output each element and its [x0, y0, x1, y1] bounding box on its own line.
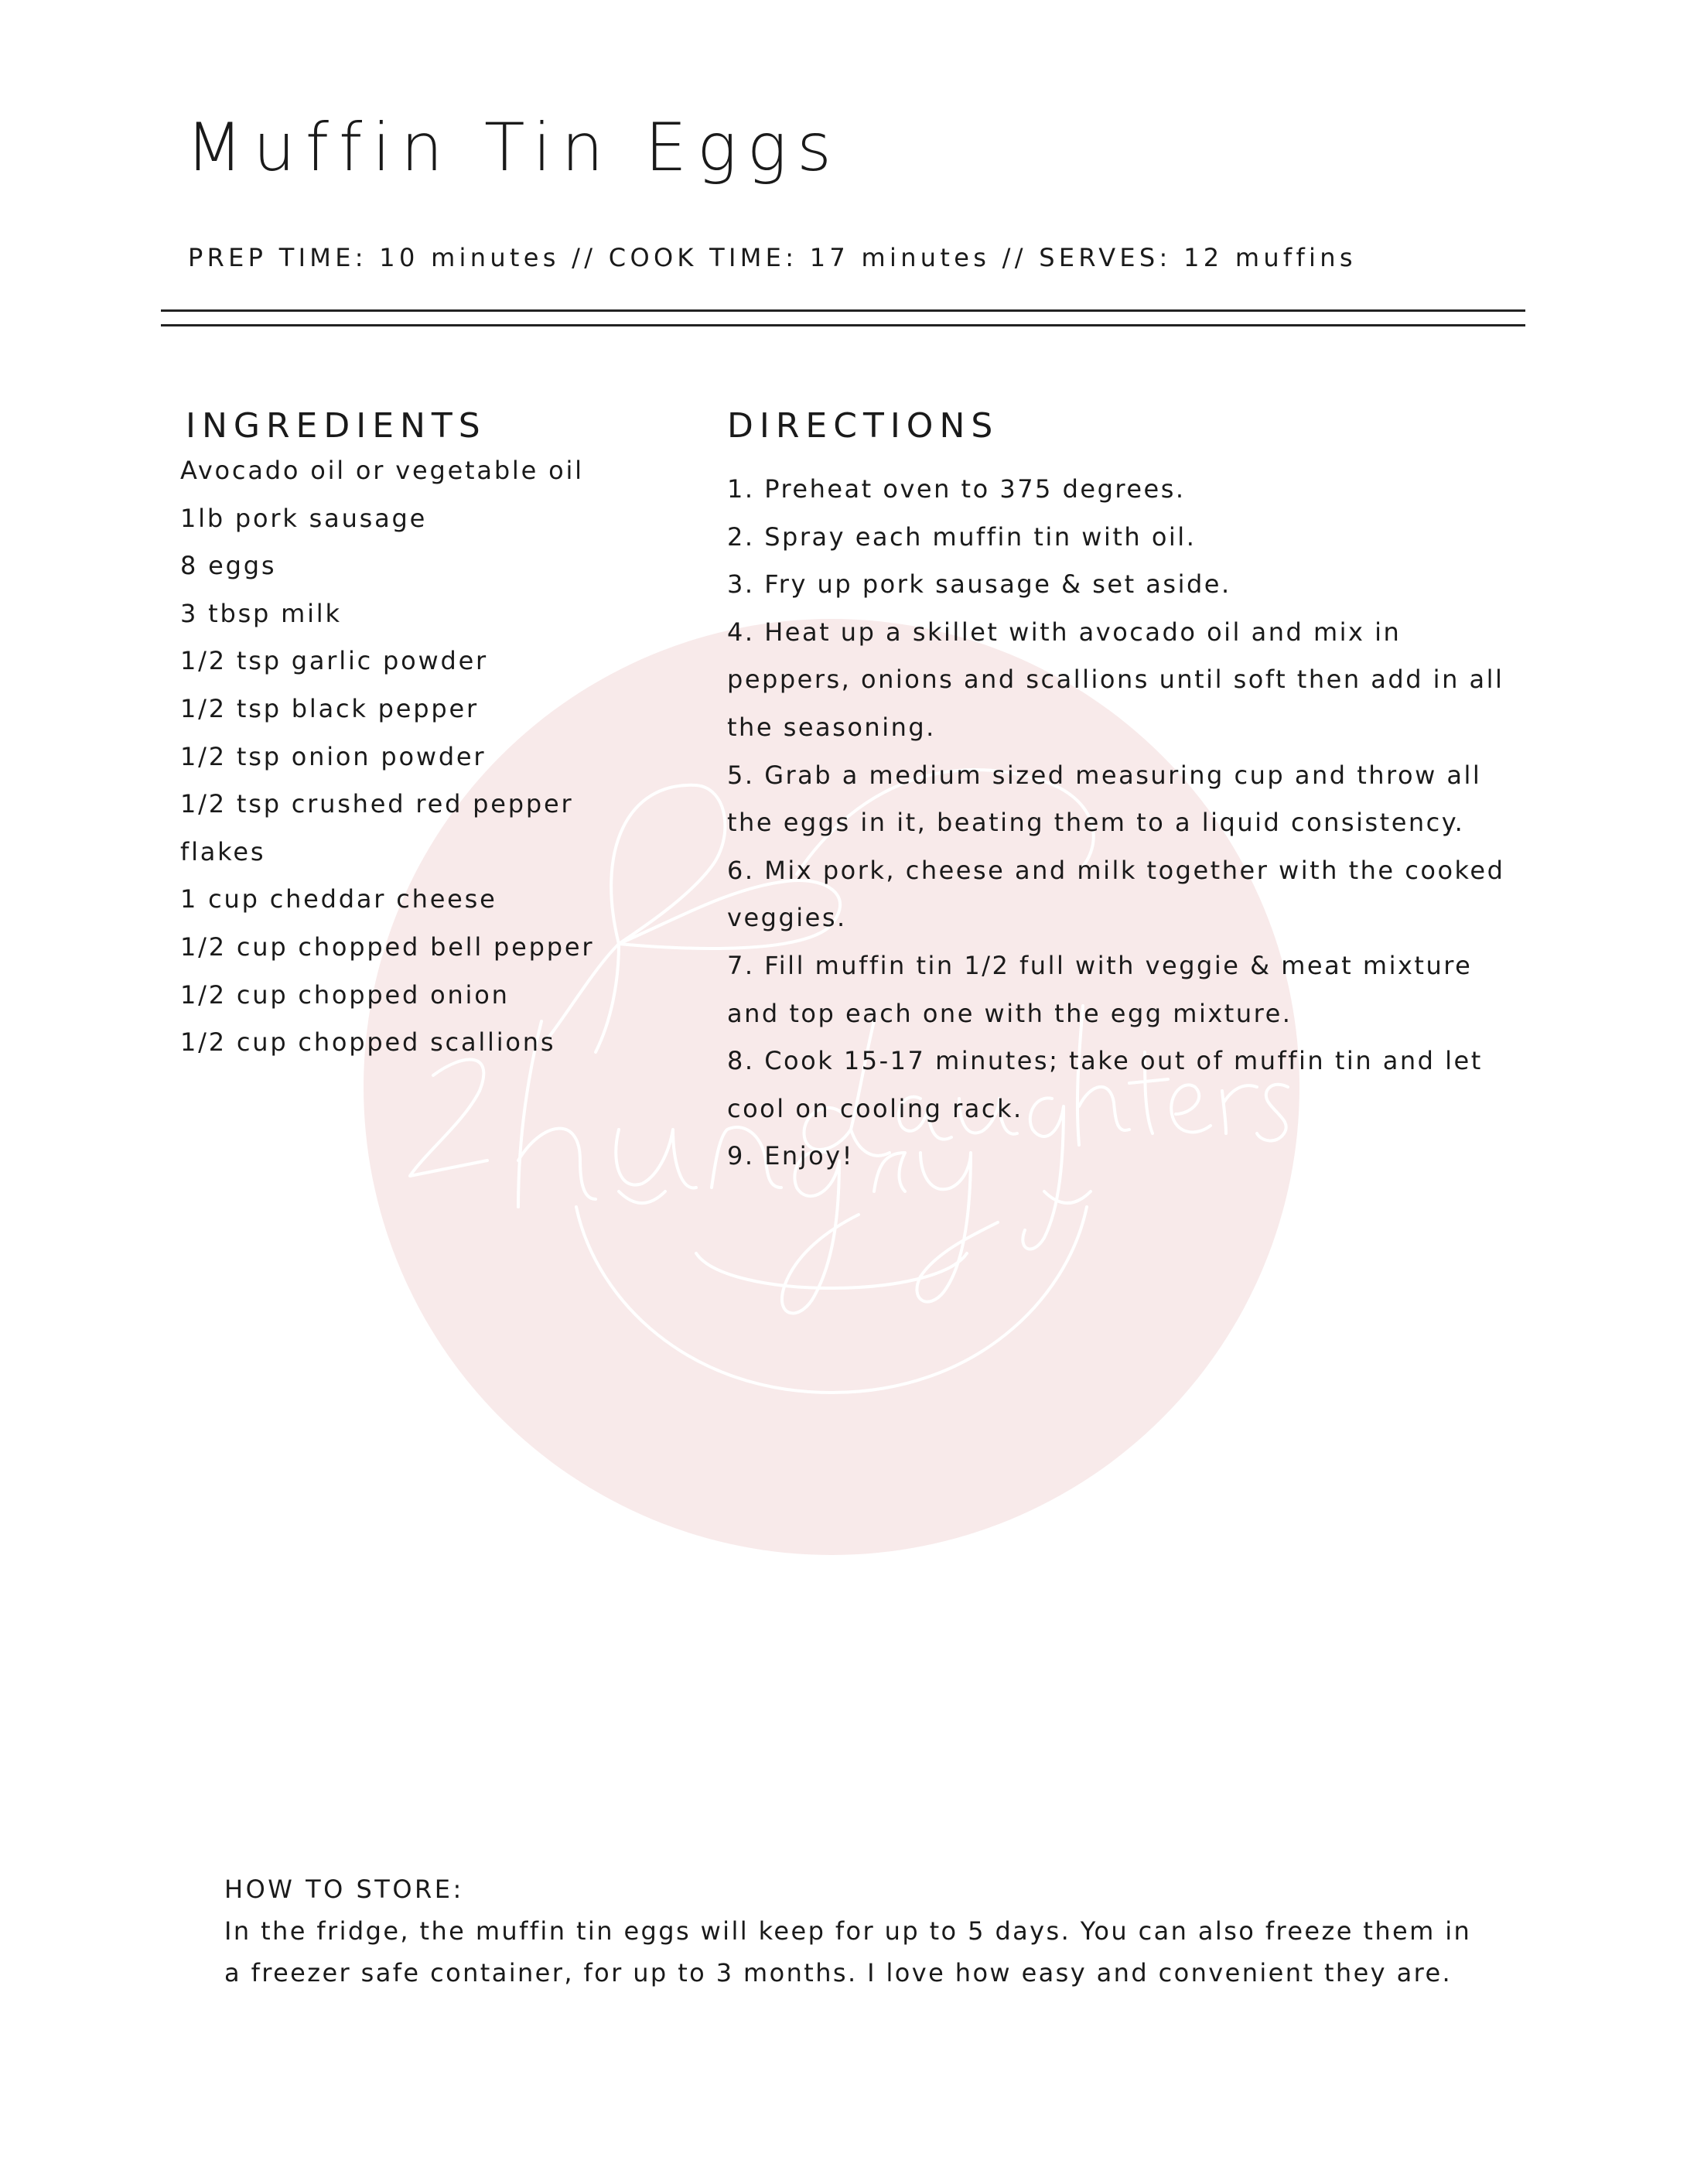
ingredient-item: 1/2 tsp onion powder: [180, 741, 487, 771]
recipe-title: Muffin Tin Eggs: [186, 109, 842, 186]
ingredient-item: 3 tbsp milk: [180, 598, 342, 628]
ingredient-item: 1/2 cup chopped bell pepper: [180, 931, 595, 962]
ingredients-heading: INGREDIENTS: [186, 406, 487, 446]
recipe-meta: PREP TIME: 10 minutes // COOK TIME: 17 minutes // SERVES: 12 muffins: [188, 243, 1357, 272]
direction-step: 8. Cook 15-17 minutes; take out of muffin tin and let cool on cooling rack.: [727, 1046, 1483, 1123]
storage-section: [224, 1868, 1493, 1994]
direction-step: 9. Enjoy!: [727, 1141, 854, 1171]
direction-step: 5. Grab a medium sized measuring cup and throw all the eggs in it, beating them to a liquid consistency.: [727, 760, 1482, 838]
storage-body: In the fridge, the muffin tin eggs will keep for up to 5 days. You can also freeze them in a freezer safe container, for up to 3 months. I love how easy and convenient they are.: [224, 1916, 1472, 1987]
ingredient-item: 1/2 tsp garlic powder: [180, 646, 489, 676]
ingredients-list: [180, 447, 598, 1067]
ingredient-item: 1/2 tsp black pepper: [180, 693, 479, 723]
ingredient-item: Avocado oil or vegetable oil: [180, 456, 584, 485]
ingredient-item: 1lb pork sausage: [180, 503, 428, 533]
direction-step: 2. Spray each muffin tin with oil.: [727, 521, 1197, 552]
directions-heading: DIRECTIONS: [727, 406, 999, 446]
direction-step: 7. Fill muffin tin 1/2 full with veggie & meat mixture and top each one with the egg mixture.: [727, 950, 1473, 1028]
direction-step: 4. Heat up a skillet with avocado oil and mix in peppers, onions and scallions until soft then add in all the seasoning.: [727, 617, 1504, 742]
direction-step: 6. Mix pork, cheese and milk together with the cooked veggies.: [727, 855, 1505, 933]
ingredient-item: 1 cup cheddar cheese: [180, 884, 497, 914]
ingredient-item: 1/2 cup chopped scallions: [180, 1027, 556, 1058]
ingredient-item: 8 eggs: [180, 551, 277, 581]
divider-bottom: [161, 324, 1525, 326]
storage-heading: HOW TO STORE:: [224, 1875, 464, 1904]
ingredient-item: 1/2 cup chopped onion: [180, 979, 510, 1010]
directions-list: [727, 466, 1532, 1181]
divider-top: [161, 309, 1525, 312]
direction-step: 3. Fry up pork sausage & set aside.: [727, 569, 1231, 600]
direction-step: 1. Preheat oven to 375 degrees.: [727, 474, 1186, 504]
ingredient-item: 1/2 tsp crushed red pepper flakes: [180, 789, 574, 866]
